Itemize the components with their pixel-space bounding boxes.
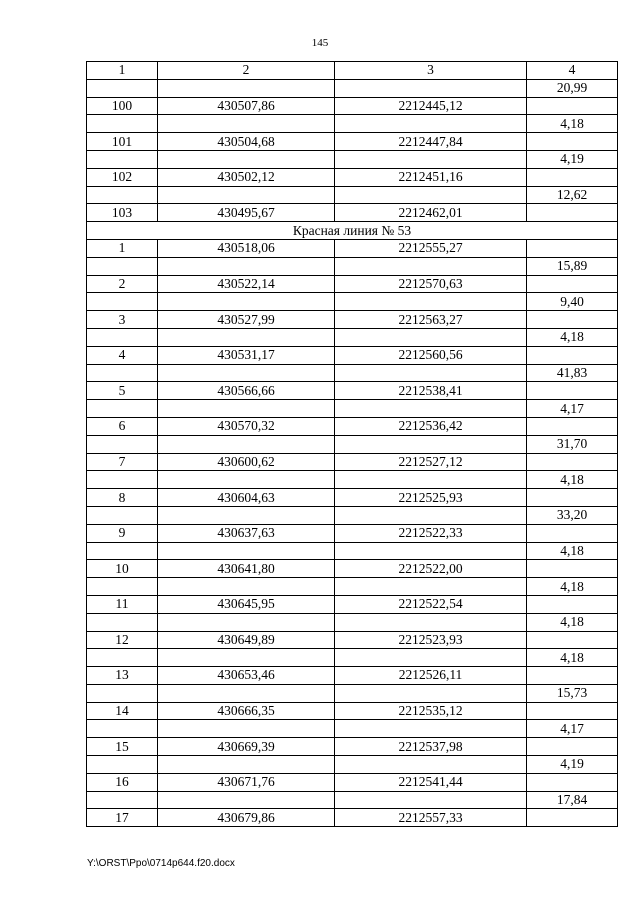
- table-row: [87, 97, 618, 115]
- distance-cell: 15,73: [527, 684, 618, 702]
- x-coordinate-cell: 430566,66: [158, 382, 335, 400]
- distance-cell: [527, 809, 618, 827]
- table-row: [87, 773, 618, 791]
- distance-cell: [527, 275, 618, 293]
- y-coordinate-cell: 2212527,12: [335, 453, 527, 471]
- table-row: [87, 133, 618, 151]
- y-coordinate-cell: [335, 435, 527, 453]
- point-number-cell: 12: [87, 631, 158, 649]
- x-coordinate-cell: 430522,14: [158, 275, 335, 293]
- point-number-cell: 8: [87, 489, 158, 507]
- distance-cell: [527, 311, 618, 329]
- point-number-cell: 7: [87, 453, 158, 471]
- y-coordinate-cell: [335, 150, 527, 168]
- table-row: [87, 667, 618, 685]
- y-coordinate-cell: 2212447,84: [335, 133, 527, 151]
- distance-cell: [527, 773, 618, 791]
- section-title: Красная линия № 53: [87, 222, 618, 240]
- distance-cell: 41,83: [527, 364, 618, 382]
- distance-cell: 4,19: [527, 150, 618, 168]
- point-number-cell: [87, 471, 158, 489]
- distance-cell: [527, 595, 618, 613]
- distance-cell: 4,18: [527, 578, 618, 596]
- distance-cell: [527, 738, 618, 756]
- x-coordinate-cell: [158, 506, 335, 524]
- table-row: [87, 702, 618, 720]
- point-number-cell: 14: [87, 702, 158, 720]
- distance-cell: 9,40: [527, 293, 618, 311]
- distance-cell: [527, 204, 618, 222]
- point-number-cell: 13: [87, 667, 158, 685]
- y-coordinate-cell: 2212462,01: [335, 204, 527, 222]
- point-number-cell: 102: [87, 168, 158, 186]
- y-coordinate-cell: [335, 506, 527, 524]
- table-row: [87, 364, 618, 382]
- y-coordinate-cell: 2212538,41: [335, 382, 527, 400]
- coordinates-table: [86, 61, 618, 827]
- point-number-cell: [87, 400, 158, 418]
- x-coordinate-cell: 430600,62: [158, 453, 335, 471]
- x-coordinate-cell: 430666,35: [158, 702, 335, 720]
- table-row: [87, 328, 618, 346]
- table-body: [87, 79, 618, 826]
- distance-cell: 4,18: [527, 328, 618, 346]
- y-coordinate-cell: [335, 578, 527, 596]
- point-number-cell: [87, 257, 158, 275]
- header-cell-4: 4: [527, 62, 618, 80]
- x-coordinate-cell: 430527,99: [158, 311, 335, 329]
- table-row: [87, 293, 618, 311]
- y-coordinate-cell: 2212451,16: [335, 168, 527, 186]
- distance-cell: 12,62: [527, 186, 618, 204]
- y-coordinate-cell: 2212570,63: [335, 275, 527, 293]
- distance-cell: [527, 524, 618, 542]
- point-number-cell: [87, 578, 158, 596]
- distance-cell: 4,19: [527, 756, 618, 774]
- distance-cell: [527, 667, 618, 685]
- x-coordinate-cell: [158, 471, 335, 489]
- header-row: [87, 62, 618, 80]
- table-row: [87, 382, 618, 400]
- y-coordinate-cell: [335, 79, 527, 97]
- distance-cell: 20,99: [527, 79, 618, 97]
- y-coordinate-cell: [335, 791, 527, 809]
- y-coordinate-cell: 2212522,33: [335, 524, 527, 542]
- distance-cell: [527, 417, 618, 435]
- point-number-cell: 5: [87, 382, 158, 400]
- distance-cell: 15,89: [527, 257, 618, 275]
- point-number-cell: 16: [87, 773, 158, 791]
- x-coordinate-cell: 430669,39: [158, 738, 335, 756]
- point-number-cell: [87, 649, 158, 667]
- table-row: [87, 684, 618, 702]
- distance-cell: [527, 453, 618, 471]
- x-coordinate-cell: 430570,32: [158, 417, 335, 435]
- table-row: [87, 809, 618, 827]
- point-number-cell: [87, 506, 158, 524]
- distance-cell: [527, 97, 618, 115]
- x-coordinate-cell: 430495,67: [158, 204, 335, 222]
- x-coordinate-cell: [158, 400, 335, 418]
- distance-cell: 4,18: [527, 471, 618, 489]
- distance-cell: 4,18: [527, 542, 618, 560]
- point-number-cell: [87, 684, 158, 702]
- x-coordinate-cell: 430671,76: [158, 773, 335, 791]
- point-number-cell: [87, 720, 158, 738]
- x-coordinate-cell: [158, 257, 335, 275]
- x-coordinate-cell: [158, 684, 335, 702]
- point-number-cell: 3: [87, 311, 158, 329]
- table-header: [87, 62, 618, 80]
- header-cell-2: 2: [158, 62, 335, 80]
- distance-cell: [527, 239, 618, 257]
- table-row: [87, 560, 618, 578]
- x-coordinate-cell: 430637,63: [158, 524, 335, 542]
- table-row: [87, 631, 618, 649]
- y-coordinate-cell: [335, 542, 527, 560]
- x-coordinate-cell: [158, 435, 335, 453]
- distance-cell: [527, 382, 618, 400]
- y-coordinate-cell: [335, 720, 527, 738]
- distance-cell: [527, 702, 618, 720]
- x-coordinate-cell: [158, 542, 335, 560]
- y-coordinate-cell: [335, 364, 527, 382]
- point-number-cell: 2: [87, 275, 158, 293]
- table-row: [87, 204, 618, 222]
- x-coordinate-cell: 430653,46: [158, 667, 335, 685]
- x-coordinate-cell: 430531,17: [158, 346, 335, 364]
- x-coordinate-cell: [158, 649, 335, 667]
- y-coordinate-cell: 2212525,93: [335, 489, 527, 507]
- y-coordinate-cell: 2212555,27: [335, 239, 527, 257]
- table-row: [87, 150, 618, 168]
- y-coordinate-cell: 2212445,12: [335, 97, 527, 115]
- header-cell-1: 1: [87, 62, 158, 80]
- table-row: [87, 257, 618, 275]
- table-row: [87, 471, 618, 489]
- x-coordinate-cell: 430504,68: [158, 133, 335, 151]
- table-row: [87, 489, 618, 507]
- x-coordinate-cell: 430604,63: [158, 489, 335, 507]
- x-coordinate-cell: [158, 79, 335, 97]
- y-coordinate-cell: [335, 328, 527, 346]
- y-coordinate-cell: [335, 649, 527, 667]
- page-number: 145: [311, 37, 329, 49]
- point-number-cell: 17: [87, 809, 158, 827]
- y-coordinate-cell: 2212560,56: [335, 346, 527, 364]
- x-coordinate-cell: [158, 364, 335, 382]
- point-number-cell: 1: [87, 239, 158, 257]
- point-number-cell: 100: [87, 97, 158, 115]
- table-row: [87, 649, 618, 667]
- table-row: [87, 613, 618, 631]
- point-number-cell: [87, 364, 158, 382]
- point-number-cell: [87, 328, 158, 346]
- point-number-cell: 10: [87, 560, 158, 578]
- point-number-cell: [87, 293, 158, 311]
- table-row: [87, 738, 618, 756]
- point-number-cell: [87, 186, 158, 204]
- distance-cell: [527, 631, 618, 649]
- point-number-cell: [87, 791, 158, 809]
- point-number-cell: 11: [87, 595, 158, 613]
- distance-cell: [527, 168, 618, 186]
- table-row: [87, 311, 618, 329]
- point-number-cell: [87, 542, 158, 560]
- x-coordinate-cell: 430645,95: [158, 595, 335, 613]
- table-row: [87, 595, 618, 613]
- x-coordinate-cell: [158, 613, 335, 631]
- x-coordinate-cell: [158, 791, 335, 809]
- y-coordinate-cell: [335, 613, 527, 631]
- distance-cell: 4,18: [527, 115, 618, 133]
- point-number-cell: 101: [87, 133, 158, 151]
- table-row: [87, 453, 618, 471]
- distance-cell: [527, 133, 618, 151]
- y-coordinate-cell: 2212526,11: [335, 667, 527, 685]
- x-coordinate-cell: 430679,86: [158, 809, 335, 827]
- distance-cell: [527, 560, 618, 578]
- x-coordinate-cell: 430502,12: [158, 168, 335, 186]
- y-coordinate-cell: 2212541,44: [335, 773, 527, 791]
- x-coordinate-cell: [158, 293, 335, 311]
- section-row: [87, 222, 618, 240]
- table-row: [87, 239, 618, 257]
- distance-cell: [527, 489, 618, 507]
- y-coordinate-cell: 2212523,93: [335, 631, 527, 649]
- x-coordinate-cell: 430649,89: [158, 631, 335, 649]
- distance-cell: 31,70: [527, 435, 618, 453]
- table-row: [87, 115, 618, 133]
- y-coordinate-cell: [335, 293, 527, 311]
- distance-cell: 4,18: [527, 613, 618, 631]
- distance-cell: 4,18: [527, 649, 618, 667]
- distance-cell: [527, 346, 618, 364]
- table-row: [87, 168, 618, 186]
- point-number-cell: [87, 79, 158, 97]
- table-row: [87, 346, 618, 364]
- table-row: [87, 578, 618, 596]
- y-coordinate-cell: 2212522,00: [335, 560, 527, 578]
- y-coordinate-cell: [335, 257, 527, 275]
- x-coordinate-cell: [158, 756, 335, 774]
- table-row: [87, 79, 618, 97]
- point-number-cell: [87, 756, 158, 774]
- y-coordinate-cell: [335, 471, 527, 489]
- table-row: [87, 400, 618, 418]
- y-coordinate-cell: [335, 756, 527, 774]
- point-number-cell: 9: [87, 524, 158, 542]
- point-number-cell: 103: [87, 204, 158, 222]
- y-coordinate-cell: 2212563,27: [335, 311, 527, 329]
- distance-cell: 4,17: [527, 720, 618, 738]
- table-row: [87, 524, 618, 542]
- point-number-cell: [87, 613, 158, 631]
- x-coordinate-cell: [158, 578, 335, 596]
- table-row: [87, 186, 618, 204]
- point-number-cell: 6: [87, 417, 158, 435]
- x-coordinate-cell: 430518,06: [158, 239, 335, 257]
- point-number-cell: 4: [87, 346, 158, 364]
- table-row: [87, 275, 618, 293]
- distance-cell: 33,20: [527, 506, 618, 524]
- y-coordinate-cell: [335, 684, 527, 702]
- y-coordinate-cell: [335, 400, 527, 418]
- header-cell-3: 3: [335, 62, 527, 80]
- point-number-cell: [87, 115, 158, 133]
- point-number-cell: [87, 435, 158, 453]
- distance-cell: 17,84: [527, 791, 618, 809]
- point-number-cell: 15: [87, 738, 158, 756]
- x-coordinate-cell: 430507,86: [158, 97, 335, 115]
- y-coordinate-cell: [335, 186, 527, 204]
- table-row: [87, 756, 618, 774]
- x-coordinate-cell: [158, 186, 335, 204]
- y-coordinate-cell: 2212537,98: [335, 738, 527, 756]
- y-coordinate-cell: 2212557,33: [335, 809, 527, 827]
- x-coordinate-cell: [158, 720, 335, 738]
- distance-cell: 4,17: [527, 400, 618, 418]
- x-coordinate-cell: [158, 115, 335, 133]
- x-coordinate-cell: 430641,80: [158, 560, 335, 578]
- table-row: [87, 435, 618, 453]
- y-coordinate-cell: 2212536,42: [335, 417, 527, 435]
- table-row: [87, 720, 618, 738]
- x-coordinate-cell: [158, 150, 335, 168]
- file-path-footer: Y:\ORST\Ppo\0714p644.f20.docx: [87, 858, 235, 869]
- x-coordinate-cell: [158, 328, 335, 346]
- y-coordinate-cell: 2212535,12: [335, 702, 527, 720]
- table-row: [87, 506, 618, 524]
- table-row: [87, 791, 618, 809]
- y-coordinate-cell: [335, 115, 527, 133]
- point-number-cell: [87, 150, 158, 168]
- table-row: [87, 417, 618, 435]
- y-coordinate-cell: 2212522,54: [335, 595, 527, 613]
- table-row: [87, 542, 618, 560]
